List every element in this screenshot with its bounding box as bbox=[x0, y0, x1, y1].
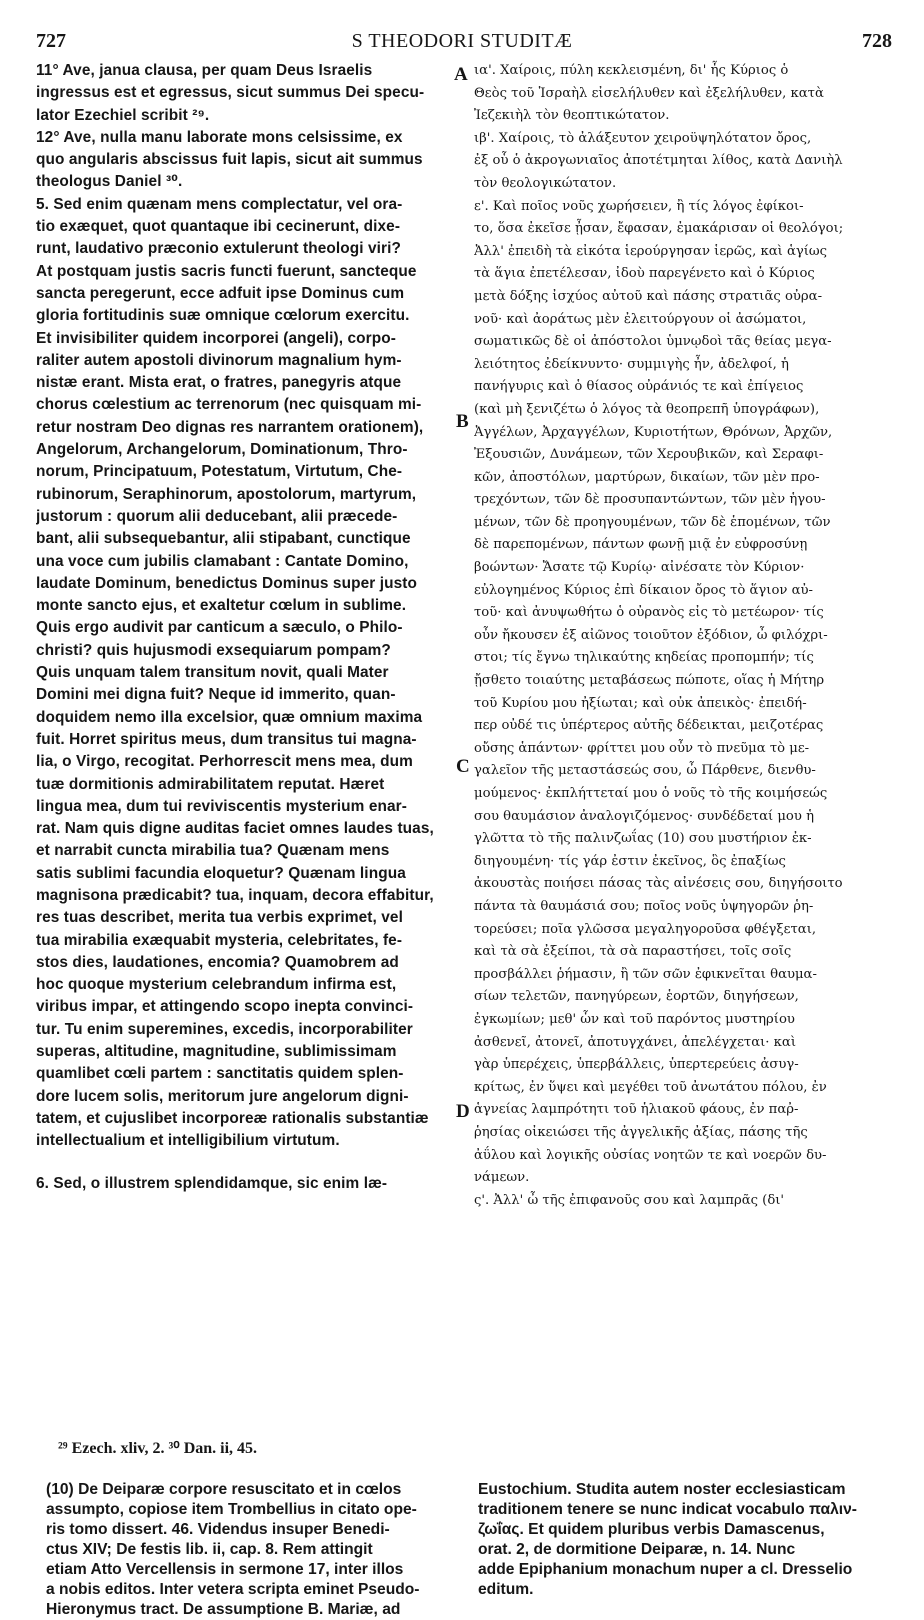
greek-text-line: γαλεῖον τῆς μεταστάσεώς σου, ὦ Πάρθενε, διενθυ- bbox=[474, 763, 816, 779]
greek-text-line: ιβ'. Χαίροις, τὸ ἀλάξευτον χειροϋψηλότατον ὄρος, bbox=[474, 130, 812, 146]
latin-text-line: satis sublimi facundia eloquetur? Quænam lingua bbox=[36, 864, 406, 882]
greek-text-line: εὐλογημένος Κύριος ἐπὶ δίκαιον ὄρος τὸ ἅγιον αὐ- bbox=[474, 582, 813, 598]
note-line: ctus XIV; De festis lib. ii, cap. 8. Rem attingit bbox=[46, 1541, 373, 1558]
greek-text-line: ἐξ οὗ ὁ ἀκρογωνιαῖος ἀποτέτμηται λίθος, κατὰ Δανιὴλ bbox=[474, 153, 843, 169]
latin-text-line: Quis ergo audivit par canticum a sæculo, o Philo- bbox=[36, 619, 403, 637]
latin-column bbox=[36, 60, 454, 1195]
greek-text-line: τὰ ἅγια ἐπετέλεσαν, ἰδοὺ παρεγένετο καὶ ὁ Κύριος bbox=[474, 266, 815, 282]
greek-text-line: κῶν, ἀποστόλων, μαρτύρων, δικαίων, τῶν μὲν προ- bbox=[474, 469, 820, 485]
latin-text-line: tur. Tu enim superemines, excedis, incorporabiliter bbox=[36, 1020, 413, 1038]
greek-column bbox=[474, 60, 894, 1212]
greek-text-line: μετὰ δόξης ἰσχύος αὐτοῦ καὶ πάσης στρατιᾶς οὐρα- bbox=[474, 288, 823, 304]
note-line: traditionem tenere se nunc indicat vocabulo παλιν- bbox=[478, 1501, 857, 1518]
latin-text-line: gloria fortitudinis suæ omnique cœlorum exercitu. bbox=[36, 307, 410, 325]
greek-text-line: οὔσης ἁπάντων· φρίττει μου οὖν τὸ πνεῦμα τὸ με- bbox=[474, 740, 810, 756]
note-line: assumpto, copiose item Trombellius in citato ope- bbox=[46, 1501, 417, 1518]
latin-text-line: res tuas describet, merita tua verbis exprimet, vel bbox=[36, 909, 403, 927]
running-header bbox=[0, 30, 924, 60]
page-number-left: 727 bbox=[36, 30, 66, 52]
greek-text-line: προσβάλλει ῥήμασιν, ἢ τῶν σῶν ἐφικνεῖται θαυμα- bbox=[474, 966, 817, 982]
latin-text-line: stos dies, laudationes, encomia? Quamobrem ad bbox=[36, 953, 399, 971]
latin-text-line: runt, laudativo præconio extulerunt theologi viri? bbox=[36, 240, 401, 258]
latin-text-line: 5. Sed enim quænam mens complectatur, vel ora- bbox=[36, 195, 403, 213]
greek-text-line: ἐγκωμίων; μεθ' ὧν καὶ τοῦ παρόντος μυστηρίου bbox=[474, 1011, 795, 1027]
section-mark-d: D bbox=[456, 1101, 470, 1122]
latin-text-line: sancta peregerunt, ecce adfuit ipse Dominus cum bbox=[36, 284, 405, 302]
note-line: orat. 2, de dormitione Deiparæ, n. 14. Nunc bbox=[478, 1541, 796, 1558]
greek-text-line: πάντα τὰ θαυμάσιά σου; ποῖος νοῦς ὑψηγορῶν ῥη- bbox=[474, 898, 814, 914]
latin-text-line: 12° Ave, nulla manu laborate mons celsissime, ex bbox=[36, 128, 403, 146]
note-line: etiam Atto Vercellensis in sermone 17, inter illos bbox=[46, 1561, 404, 1578]
latin-text-line: hoc quoque mysterium celebrandum infirma est, bbox=[36, 976, 397, 994]
latin-text-line: viribus impar, et attingendo scopo inepta convinci- bbox=[36, 998, 414, 1016]
latin-text-line: nistæ erant. Mista erat, o fratres, panegyris atque bbox=[36, 374, 402, 392]
greek-text-line: το, ὅσα ἐκεῖσε ᾖσαν, ἔφασαν, ἐμακάρισαν οἱ θεολόγοι; bbox=[474, 221, 844, 237]
section-mark-a: A bbox=[454, 64, 468, 85]
greek-text-line: σου θαυμάσιον ἀναλογιζόμενος· συνδέδεταί μου ἡ bbox=[474, 808, 814, 824]
greek-text-line: Ἀλλ' ἐπειδὴ τὰ εἰκότα ἱερούργησαν ἱερῶς, καὶ ἁγίως bbox=[474, 243, 828, 259]
greek-text-line: μούμενος· ἐκπλήττεταί μου ὁ νοῦς τὸ τῆς κοιμήσεώς bbox=[474, 786, 828, 801]
greek-text-line: περ οὐδέ τις ὑπέρτερος αὐτῆς δέδεικται, μειζοτέρας bbox=[474, 718, 824, 734]
latin-text-line: fuit. Horret spiritus meus, dum transitus tui magna- bbox=[36, 730, 417, 748]
latin-text-line: rat. Nam quis digne auditas faciet omnes laudes tuas, bbox=[36, 820, 434, 838]
page-number-right: 728 bbox=[862, 30, 892, 52]
latin-text-line: monte sancto ejus, et exaltetur cœlum in sublime. bbox=[36, 597, 407, 615]
latin-text-line: magnisona prædicabit? tua, inquam, decora effabitur, bbox=[36, 886, 434, 904]
latin-text-line: bant, alii subsequebantur, alii stipabant, cunctique bbox=[36, 530, 411, 548]
greek-text-line: στοι; τίς ἔγνω τηλικαύτης κηδείας προπομπήν; τίς bbox=[474, 650, 814, 666]
greek-text-line: ἀκουστὰς ποιήσει πάσας τὰς αἰνέσεις σου, διηγήσοιτο bbox=[474, 876, 843, 892]
greek-text-line: οὖν ἤκουσεν ἐξ αἰῶνος τοιοῦτον ἐξόδιον, ὦ φιλόχρι- bbox=[474, 627, 828, 643]
footnote-references: ²⁹ Ezech. xliv, 2. ³⁰ Dan. ii, 45. bbox=[58, 1440, 258, 1457]
latin-text-line: quamlibet cœli partem : sanctitatis quidem splen- bbox=[36, 1065, 404, 1083]
latin-text-line: retur nostram Deo dignas res narrantem orationem), bbox=[36, 418, 424, 436]
greek-text-line: ἀσθενεῖ, ἀτονεῖ, ἀποτυγχάνει, ἀπελέγχεται· καὶ bbox=[474, 1034, 797, 1050]
note-line: ris tomo dissert. 46. Videndus insuper Benedi- bbox=[46, 1521, 390, 1538]
greek-text-line: νάμεων. bbox=[474, 1170, 530, 1186]
greek-text-line: διηγουμένη· τίς γάρ ἐστιν ἐκεῖνος, ὃς ἐπαξίως bbox=[474, 853, 786, 869]
latin-text-line: superas, altitudine, magnitudine, sublimissimam bbox=[36, 1043, 397, 1061]
note-line: a nobis editos. Inter vetera scripta eminet Pseudo- bbox=[46, 1581, 420, 1598]
latin-text-line: christi? quis hujusmodi exsequiarum pompam? bbox=[36, 641, 391, 659]
greek-text-line: τὸν θεολογικώτατον. bbox=[474, 175, 617, 191]
greek-text-line: ς'. Ἀλλ' ὦ τῆς ἐπιφανοῦς σου καὶ λαμπρᾶς (δι' bbox=[474, 1192, 785, 1208]
note-line: Hieronymus tract. De assumptione B. Mariæ, ad bbox=[46, 1601, 401, 1618]
note-line: Eustochium. Studita autem noster ecclesiasticam bbox=[478, 1481, 846, 1498]
greek-text-line: ἀΰλου καὶ λογικῆς οὐσίας νοητῶν τε καὶ νοερῶν δυ- bbox=[474, 1147, 827, 1163]
running-title: S THEODORI STUDITÆ bbox=[351, 30, 573, 52]
latin-text-line: laudate Dominum, benedictus Dominus super justo bbox=[36, 574, 417, 592]
latin-text-line: tio exæquet, quot quantaque ibi cecinerunt, dixe- bbox=[36, 218, 401, 236]
greek-text-line: τορεύσει; ποῖα γλῶσσα μεγαληγοροῦσα φθέγξεται, bbox=[474, 921, 817, 937]
latin-text-line: lator Ezechiel scribit ²⁹. bbox=[36, 106, 210, 124]
latin-text-line: At postquam justis sacris functi fuerunt, sancteque bbox=[36, 262, 417, 280]
section-mark-c: C bbox=[456, 756, 470, 777]
latin-text-line: una voce cum jubilis clamabant : Cantate Domino, bbox=[36, 552, 409, 570]
greek-text-line: Θεὸς τοῦ Ἰσραὴλ εἰσελήλυθεν καὶ ἐξελήλυθεν, κατὰ bbox=[474, 85, 824, 101]
greek-text-line: γλῶττα τὸ τῆς παλινζωΐας (10) σου μυστήριον ἐκ- bbox=[474, 831, 812, 847]
latin-text-line: chorus cœlestium ac terrenorum (nec quisquam mi- bbox=[36, 396, 422, 414]
latin-text-line: lingua mea, dum tui reviviscentis mysterium enar- bbox=[36, 797, 407, 815]
latin-text-line: dore lucem solis, meritorum jure angelorum digni- bbox=[36, 1087, 409, 1105]
greek-text-line: ια'. Χαίροις, πύλη κεκλεισμένη, δι' ἧς Κύριος ὁ bbox=[474, 63, 789, 78]
note-line: editum. bbox=[478, 1581, 534, 1598]
greek-text-line: τρεχόντων, τῶν δὲ προσυπαντώντων, τῶν μὲν ἡγου- bbox=[474, 492, 826, 508]
latin-text-line: tatem, et cujuslibet incorporeæ rationalis substantiæ bbox=[36, 1109, 429, 1127]
latin-text-line: Domini mei digna fuit? Neque id immerito, quan- bbox=[36, 686, 396, 704]
section-mark-b: B bbox=[456, 411, 469, 432]
latin-text-line: tua mirabilia exæquabit mysteria, celebritates, fe- bbox=[36, 931, 403, 949]
latin-text-line: Et invisibiliter quidem incorporei (angeli), corpo- bbox=[36, 329, 396, 347]
greek-text-line: τοῦ Κυρίου μου ἠξίωται; καὶ οὐκ ἀπεικὸς· ἐπειδή- bbox=[474, 695, 807, 711]
greek-text-line: Ἀγγέλων, Ἀρχαγγέλων, Κυριοτήτων, Θρόνων, Ἀρχῶν, bbox=[474, 424, 833, 440]
greek-text-line: νοῦ· καὶ ἀοράτως μὲν ἐλειτούργουν οἱ ἀσώματοι, bbox=[474, 311, 807, 327]
latin-text-line: raliter autem apostoli divinorum magnalium hym- bbox=[36, 351, 402, 369]
editor-note-left bbox=[46, 1480, 420, 1620]
latin-text-line: 11° Ave, janua clausa, per quam Deus Israelis bbox=[36, 62, 373, 79]
greek-text-line: λειότητος ἐδείκνυντο· συμμιγὴς ἦν, ἀδελφοί, ἡ bbox=[474, 356, 789, 372]
latin-text-line: theologus Daniel ³⁰. bbox=[36, 173, 183, 191]
latin-text-line: rubinorum, Seraphinorum, apostolorum, martyrum, bbox=[36, 485, 417, 503]
latin-text-line: intellectualium et intelligibilium virtutum. bbox=[36, 1132, 340, 1150]
latin-text-line: ingressus est et egressus, sicut summus Dei specu- bbox=[36, 84, 425, 102]
latin-text-line: lia, o Virgo, recogitat. Perhorrescit mens mea, dum bbox=[36, 753, 413, 771]
latin-text-line: norum, Principatuum, Potestatum, Virtutum, Che- bbox=[36, 463, 403, 481]
latin-text-line: doquidem nemo illa excelsior, quæ omnium maxima bbox=[36, 708, 423, 726]
greek-text-line: Ἐξουσιῶν, Δυνάμεων, τῶν Χερουβικῶν, καὶ Σεραφι- bbox=[474, 447, 824, 463]
greek-text-line: (καὶ μὴ ξενιζέτω ὁ λόγος τὰ θεοπρεπῆ ὑπογράφων), bbox=[474, 401, 820, 417]
greek-text-line: Ἰεζεκιὴλ τὸν θεοπτικώτατον. bbox=[474, 108, 670, 124]
latin-text-line: quo angularis abscissus fuit lapis, sicut ait summus bbox=[36, 151, 423, 169]
latin-text-line: justorum : quorum alii deducebant, alii præcede- bbox=[36, 507, 398, 525]
greek-text-line: δὲ παρεπομένων, πάντων φωνῇ μιᾷ ἐν εὐφροσύνῃ bbox=[474, 537, 808, 553]
greek-text-line: βοώντων· Ἄσατε τῷ Κυρίῳ· αἰνέσατε τὸν Κύριον· bbox=[474, 560, 805, 576]
greek-text-line: κρίτως, ἐν ὕψει καὶ μεγέθει τοῦ ἀνωτάτου πόλου, ἐν bbox=[474, 1079, 827, 1095]
greek-text-line: γὰρ ὑπερέχεις, ὑπερβάλλεις, ὑπερτερεύεις ἀσυγ- bbox=[474, 1057, 799, 1073]
greek-text-line: τοῦ· καὶ ἀνυψωθήτω ὁ οὐρανὸς εἰς τὸ μετέωρον· τίς bbox=[474, 605, 824, 621]
latin-closing-line: 6. Sed, o illustrem splendidamque, sic enim læ- bbox=[36, 1174, 388, 1192]
note-line: (10) De Deiparæ corpore resuscitato et in cœlos bbox=[46, 1481, 402, 1498]
latin-text-line: Quis unquam talem transitum novit, quali Mater bbox=[36, 664, 389, 682]
greek-text-line: ᾔσθετο τοιαύτης μεταβάσεως πώποτε, οἵας ἡ Μήτηρ bbox=[474, 673, 825, 689]
latin-text-line: tuæ dormitionis admirabilitatem reputat. Hæret bbox=[36, 775, 385, 793]
greek-text-line: ἁγνείας λαμπρότητι τοῦ ἡλιακοῦ φάους, ἐν παῤ- bbox=[474, 1102, 799, 1118]
note-line: ζωΐας. Et quidem pluribus verbis Damascenus, bbox=[478, 1521, 825, 1538]
greek-text-line: μένων, τῶν δὲ προηγουμένων, τῶν δὲ ἑπομένων, τῶν bbox=[474, 514, 831, 530]
greek-text-line: καὶ τὰ σὰ ἐξείποι, τὰ σὰ παραστήσει, τοῖς σοῖς bbox=[474, 944, 792, 960]
greek-text-line: σωματικῶς δὲ οἱ ἀπόστολοι ὑμνῳδοὶ τᾶς θείας μεγα- bbox=[474, 334, 832, 350]
greek-text-line: σίων τελετῶν, πανηγύρεων, ἑορτῶν, διηγήσεων, bbox=[474, 989, 799, 1005]
greek-text-line: ε'. Καὶ ποῖος νοῦς χωρήσειεν, ἢ τίς λόγος ἐφίκοι- bbox=[474, 198, 804, 214]
latin-text-line: Angelorum, Archangelorum, Dominationum, Thro- bbox=[36, 441, 408, 459]
latin-text-line: et narrabit cuncta mirabilia tua? Quænam mens bbox=[36, 842, 390, 860]
greek-text-line: ῥησίας οἰκειώσει τῆς ἀγγελικῆς ἀξίας, πάσης τῆς bbox=[474, 1124, 808, 1140]
editor-note-right bbox=[478, 1480, 857, 1600]
greek-text-line: πανήγυρις καὶ ὁ θίασος οὐράνιός τε καὶ ἐπίγειος bbox=[474, 379, 804, 395]
note-line: adde Epiphanium monachum nuper a cl. Dresselio bbox=[478, 1561, 853, 1578]
